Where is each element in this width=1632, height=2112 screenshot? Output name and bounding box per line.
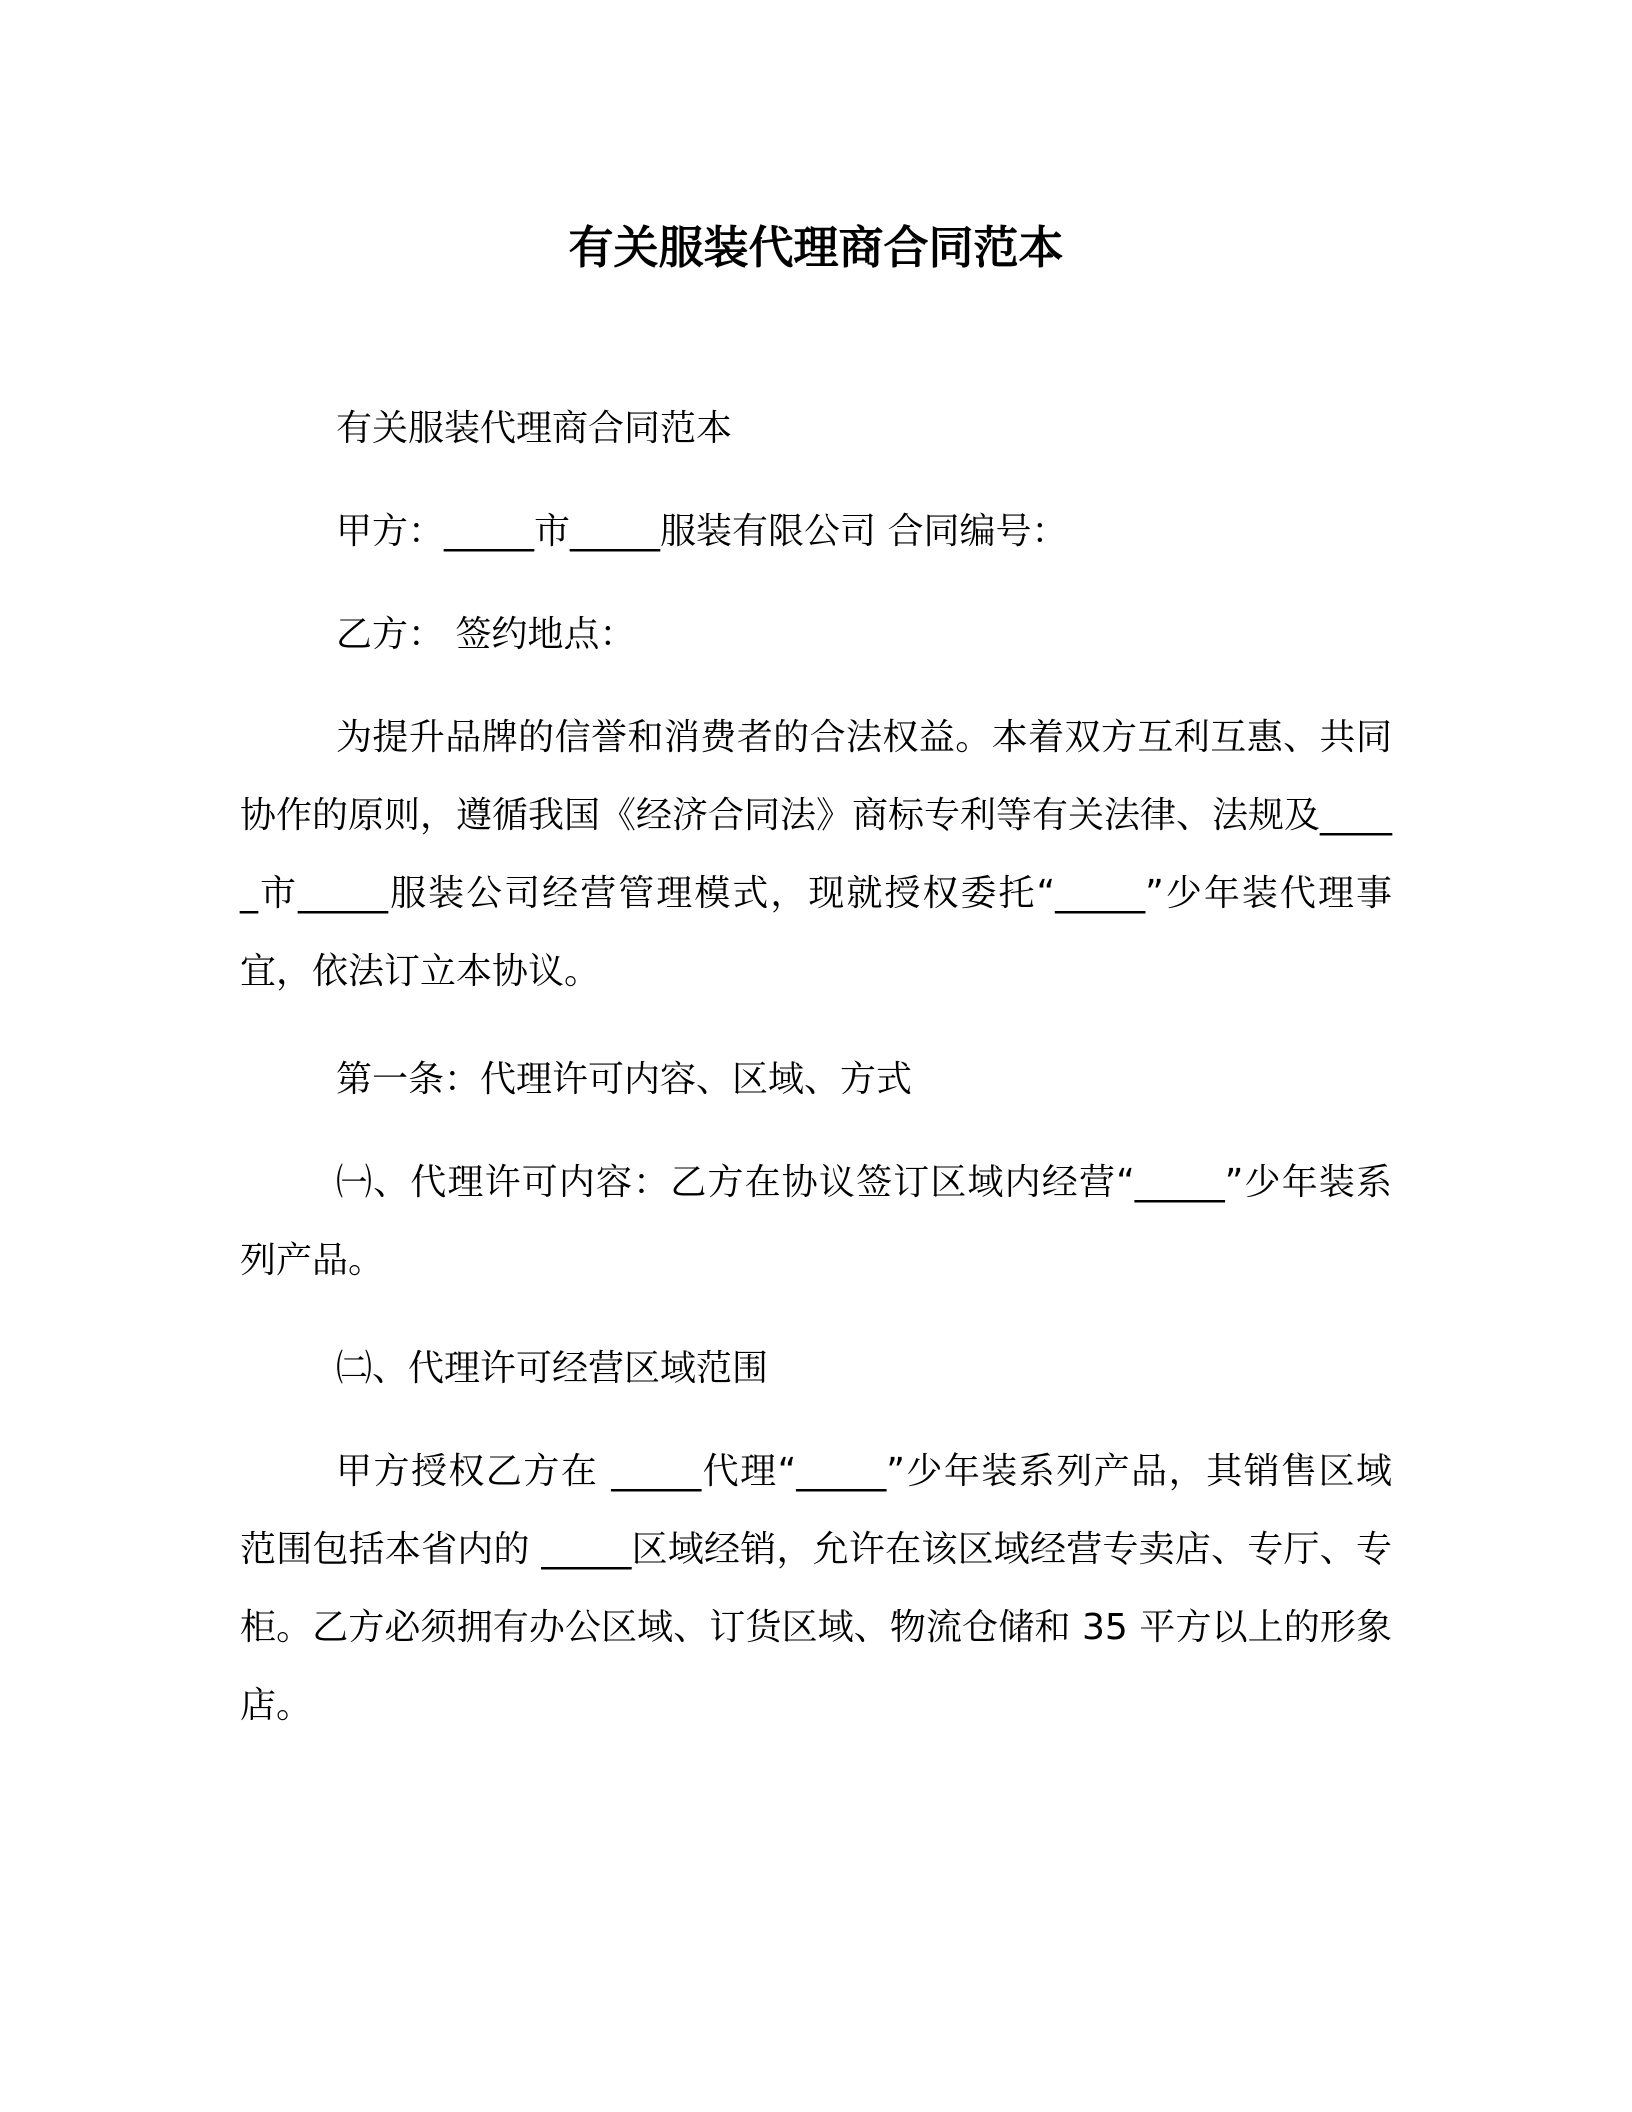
paragraph-license-region: 甲方授权乙方在 _____代理“_____”少年装系列产品，其销售区域范围包括本省内的 _____区域经销，允许在该区域经营专卖店、专厅、专柜。乙方必须拥有办公区域、订货区域、物流仓储和 35 平方以上的形象店。: [240, 1451, 1392, 1726]
paragraph-subtitle: 有关服装代理商合同范本: [336, 408, 733, 449]
document-body: [240, 390, 1392, 1775]
document-title: 有关服装代理商合同范本: [568, 221, 1064, 274]
paragraph-article-1-heading: 第一条：代理许可内容、区域、方式: [336, 1059, 913, 1100]
paragraph-license-region-heading: ㈡、代理许可经营区域范围: [336, 1348, 769, 1389]
paragraph-preamble: 为提升品牌的信誉和消费者的合法权益。本着双方互利互惠、共同协作的原则，遵循我国《经济合同法》商标专利等有关法律、法规及_____市_____服装公司经营管理模式，现就授权委托“_____”少年装代理事宜，依法订立本协议。: [240, 717, 1393, 992]
paragraph-party-b: 乙方： 签约地点：: [336, 614, 636, 655]
paragraph-license-content: ㈠、代理许可内容：乙方在协议签订区域内经营“_____”少年装系列产品。: [240, 1162, 1392, 1281]
paragraph-party-a: 甲方：_____市_____服装有限公司 合同编号：: [336, 511, 1068, 552]
